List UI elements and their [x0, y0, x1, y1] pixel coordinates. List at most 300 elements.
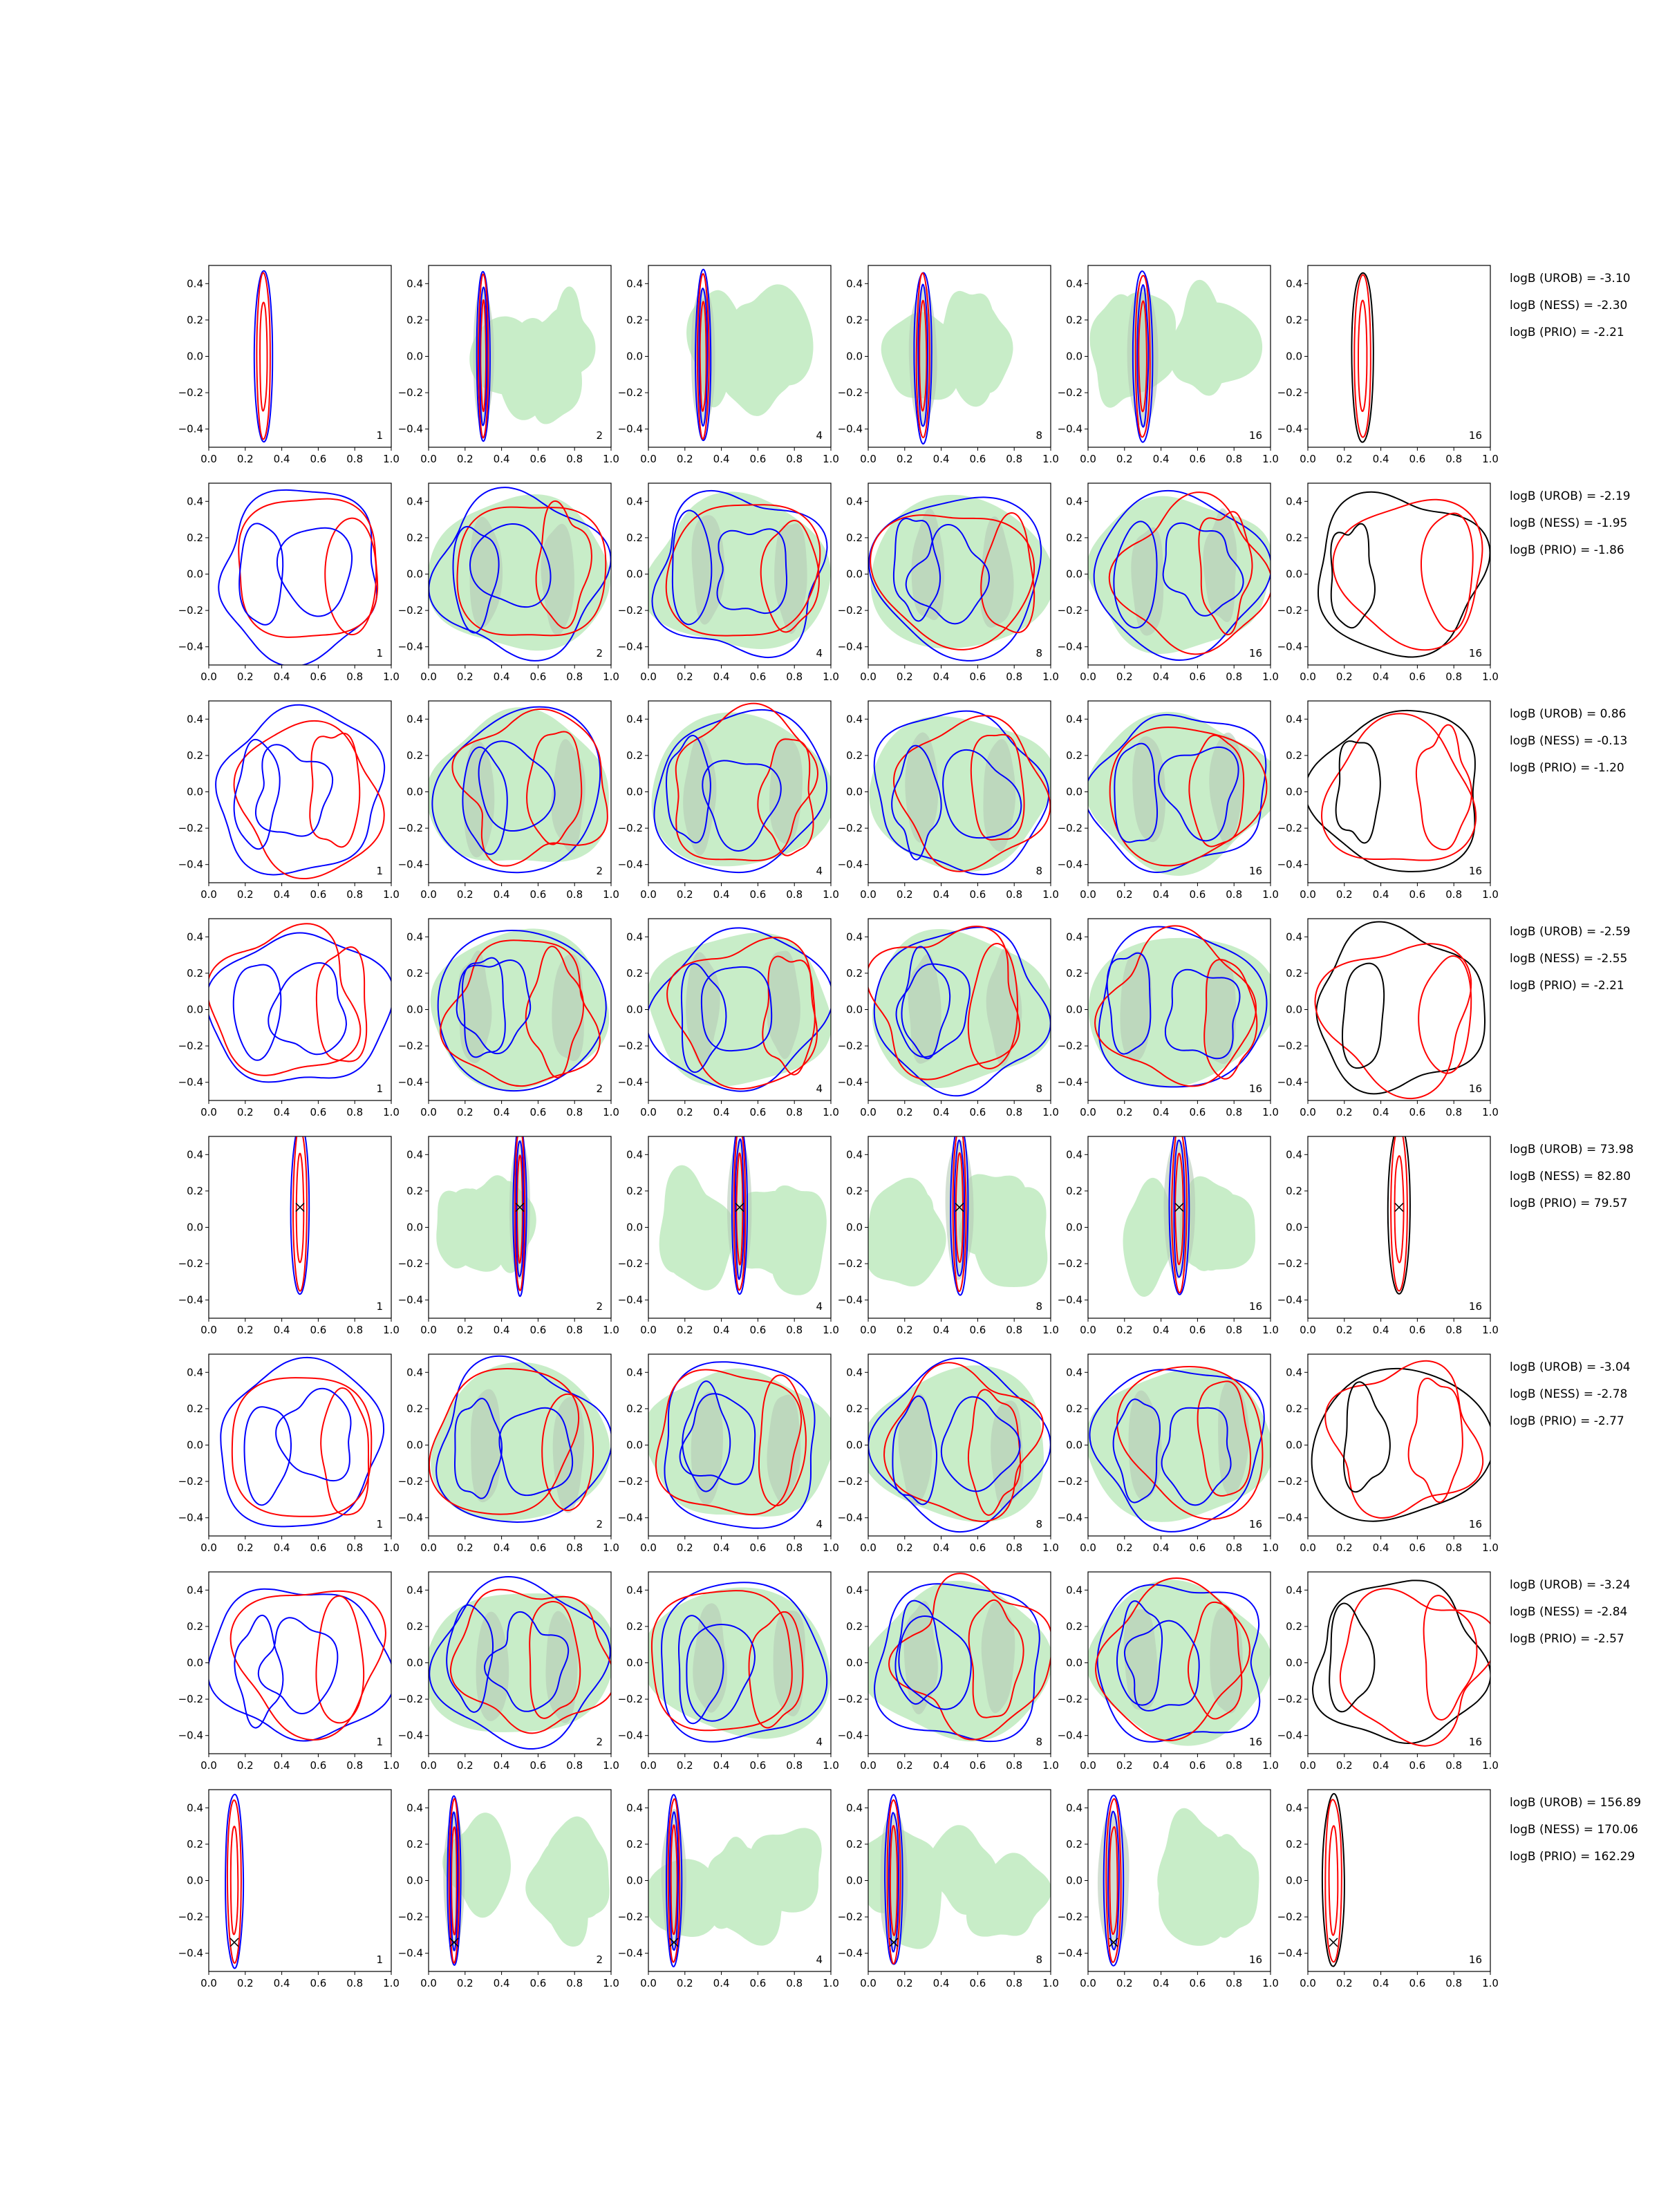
x-tick-label: 0.2 — [236, 671, 254, 683]
x-tick-label: 0.4 — [713, 1324, 730, 1336]
y-tick-label: 0.2 — [1286, 531, 1302, 544]
y-tick-label: −0.4 — [397, 858, 423, 871]
y-tick-label: 0.4 — [1286, 495, 1302, 508]
y-tick-label: 0.4 — [846, 713, 863, 726]
x-tick-label: 1.0 — [603, 1759, 619, 1772]
x-tick-label: 0.4 — [1152, 1541, 1170, 1554]
x-tick-label: 0.8 — [566, 1324, 583, 1336]
y-tick-label: 0.4 — [1066, 1148, 1082, 1161]
subplot-r5-c6 — [1277, 1125, 1499, 1336]
y-tick-label: 0.4 — [846, 1366, 863, 1379]
y-tick-label: −0.2 — [1057, 1693, 1082, 1706]
subplot-r2-c5 — [1058, 483, 1279, 683]
y-tick-label: 0.0 — [1066, 1221, 1082, 1234]
x-tick-label: 0.2 — [1335, 1541, 1353, 1554]
y-tick-label: 0.0 — [187, 1438, 203, 1452]
contour-line — [310, 733, 359, 847]
logb-annotation: logB (NESS) = -2.30 — [1510, 299, 1628, 312]
logb-annotation: logB (PRIO) = -2.57 — [1510, 1632, 1624, 1646]
x-tick-label: 0.8 — [786, 1977, 803, 1989]
y-tick-label: 0.0 — [406, 785, 423, 798]
y-tick-label: −0.2 — [837, 604, 863, 617]
y-tick-label: 0.0 — [1286, 568, 1302, 581]
panel-label: 16 — [1468, 647, 1482, 659]
x-tick-label: 1.0 — [823, 1324, 839, 1336]
x-tick-label: 0.4 — [273, 1106, 290, 1118]
axes-frame — [209, 919, 391, 1100]
x-tick-label: 0.6 — [1409, 888, 1426, 901]
x-tick-label: 0.4 — [493, 1759, 510, 1772]
x-tick-label: 0.8 — [566, 1759, 583, 1772]
x-tick-label: 1.0 — [1262, 1541, 1279, 1554]
y-tick-label: 0.4 — [846, 277, 863, 290]
y-tick-label: 0.2 — [406, 966, 423, 980]
plot-area — [1098, 1795, 1259, 1966]
x-tick-label: 0.8 — [1006, 671, 1023, 683]
y-tick-label: 0.2 — [1066, 966, 1082, 980]
x-tick-label: 0.0 — [860, 1324, 877, 1336]
panel-label: 1 — [376, 1953, 383, 1966]
x-tick-label: 0.8 — [1445, 1324, 1463, 1336]
y-tick-label: −0.2 — [1057, 822, 1082, 835]
x-tick-label: 0.8 — [346, 1106, 364, 1118]
plot-area — [1305, 711, 1476, 872]
panel-label: 4 — [816, 1518, 823, 1530]
x-tick-label: 0.0 — [1300, 888, 1316, 901]
true-value-marker — [296, 1203, 304, 1212]
y-tick-label: 0.4 — [626, 1148, 643, 1161]
x-tick-label: 0.4 — [713, 1759, 730, 1772]
x-tick-label: 1.0 — [1262, 888, 1279, 901]
axes-frame — [1308, 1572, 1490, 1754]
x-tick-label: 0.8 — [786, 888, 803, 901]
y-tick-label: −0.2 — [837, 1040, 863, 1053]
plot-area — [427, 487, 611, 661]
y-tick-label: 0.2 — [406, 313, 423, 326]
x-tick-label: 0.2 — [896, 1541, 913, 1554]
x-tick-label: 0.0 — [860, 1541, 877, 1554]
y-tick-label: 0.0 — [406, 1221, 423, 1234]
x-tick-label: 0.0 — [420, 1106, 437, 1118]
contour-line — [1329, 1826, 1338, 1935]
y-tick-label: −0.4 — [1057, 1729, 1082, 1742]
x-tick-label: 0.0 — [640, 1977, 657, 1989]
panel-label: 16 — [1248, 1953, 1262, 1966]
y-tick-label: 0.4 — [406, 930, 423, 944]
y-tick-label: 0.4 — [187, 1584, 203, 1597]
y-tick-label: −0.2 — [837, 1475, 863, 1488]
x-tick-label: 0.0 — [420, 1324, 437, 1336]
plot-area — [1087, 491, 1272, 660]
plot-area — [1322, 1794, 1344, 1967]
contour-line — [1318, 492, 1490, 657]
panel-label: 2 — [596, 429, 603, 442]
x-tick-label: 0.8 — [566, 671, 583, 683]
y-tick-label: 0.4 — [1066, 277, 1082, 290]
logb-annotation: logB (NESS) = -1.95 — [1510, 516, 1628, 530]
x-tick-label: 0.6 — [310, 1977, 327, 1989]
subplot-r4-c4 — [838, 919, 1059, 1118]
y-tick-label: 0.0 — [406, 1003, 423, 1016]
y-tick-label: 0.0 — [846, 350, 863, 363]
y-tick-label: −0.4 — [837, 1293, 863, 1306]
x-tick-label: 0.6 — [529, 453, 547, 465]
plot-area — [686, 270, 813, 440]
x-tick-label: 1.0 — [383, 888, 400, 901]
contour-line — [321, 1388, 368, 1515]
x-tick-label: 0.0 — [200, 888, 217, 901]
y-tick-label: 0.2 — [626, 313, 643, 326]
y-tick-label: 0.4 — [846, 1148, 863, 1161]
subplot-r2-c3 — [618, 483, 839, 683]
y-tick-label: 0.4 — [187, 713, 203, 726]
logb-annotation: logB (UROB) = -3.04 — [1510, 1360, 1631, 1374]
y-tick-label: 0.4 — [626, 930, 643, 944]
true-value-marker — [1329, 1938, 1338, 1947]
x-tick-label: 0.2 — [1335, 1759, 1353, 1772]
y-tick-label: 0.2 — [1286, 749, 1302, 762]
x-tick-label: 0.6 — [1189, 1759, 1206, 1772]
x-tick-label: 1.0 — [383, 453, 400, 465]
x-tick-label: 0.0 — [200, 1324, 217, 1336]
x-tick-label: 0.0 — [200, 1759, 217, 1772]
y-tick-label: 0.0 — [846, 1003, 863, 1016]
axes-frame — [1308, 483, 1490, 665]
y-tick-label: 0.4 — [846, 930, 863, 944]
true-value-marker — [230, 1938, 238, 1947]
x-tick-label: 0.6 — [749, 1324, 767, 1336]
panel-label: 8 — [1035, 429, 1042, 442]
contour-line — [1358, 301, 1367, 411]
x-tick-label: 0.0 — [640, 1541, 657, 1554]
contour-line — [1344, 1382, 1390, 1492]
x-tick-label: 1.0 — [1262, 1324, 1279, 1336]
x-tick-label: 1.0 — [823, 671, 839, 683]
x-tick-label: 0.4 — [1152, 888, 1170, 901]
x-tick-label: 1.0 — [1042, 1324, 1059, 1336]
contour-line — [218, 490, 377, 666]
x-tick-label: 0.4 — [932, 1759, 950, 1772]
x-tick-label: 0.2 — [896, 1324, 913, 1336]
y-tick-label: 0.4 — [846, 1584, 863, 1597]
contour-line — [227, 1800, 241, 1963]
x-tick-label: 0.6 — [749, 1541, 767, 1554]
x-tick-label: 0.4 — [493, 1324, 510, 1336]
y-tick-label: −0.2 — [1277, 1257, 1302, 1271]
y-tick-label: −0.4 — [1057, 422, 1082, 435]
x-tick-label: 1.0 — [823, 453, 839, 465]
y-tick-label: 0.2 — [1286, 313, 1302, 326]
contour-line — [293, 1127, 307, 1291]
panel-label: 16 — [1468, 429, 1482, 442]
y-tick-label: 0.4 — [626, 1584, 643, 1597]
subplot-r5-c1 — [178, 1124, 400, 1336]
subplot-r4-c2 — [398, 919, 619, 1118]
green-density-region — [1089, 938, 1277, 1088]
x-tick-label: 0.4 — [493, 453, 510, 465]
y-tick-label: −0.2 — [1057, 1040, 1082, 1053]
x-tick-label: 0.4 — [493, 1106, 510, 1118]
x-tick-label: 0.8 — [1445, 888, 1463, 901]
x-tick-label: 1.0 — [1262, 1977, 1279, 1989]
x-tick-label: 0.4 — [1372, 453, 1389, 465]
y-tick-label: 0.2 — [1066, 313, 1082, 326]
y-tick-label: 0.4 — [187, 1801, 203, 1815]
y-tick-label: 0.4 — [626, 1366, 643, 1379]
y-tick-label: −0.2 — [1057, 1475, 1082, 1488]
subplot-r1-c2 — [398, 265, 619, 465]
x-tick-label: 0.2 — [1335, 453, 1353, 465]
plot-area — [431, 928, 610, 1091]
green-density-region — [870, 716, 1056, 872]
panel-label: 16 — [1248, 429, 1262, 442]
y-tick-label: −0.4 — [837, 858, 863, 871]
x-tick-label: 0.4 — [1152, 453, 1170, 465]
gray-density-region — [1210, 1608, 1242, 1714]
y-tick-label: −0.4 — [617, 1947, 643, 1960]
y-tick-label: 0.0 — [406, 1656, 423, 1669]
x-tick-label: 0.2 — [676, 1106, 693, 1118]
panel-label: 4 — [816, 429, 823, 442]
y-tick-label: 0.4 — [626, 1801, 643, 1815]
x-tick-label: 0.8 — [1006, 888, 1023, 901]
y-tick-label: 0.0 — [846, 1438, 863, 1452]
x-tick-label: 0.4 — [932, 1106, 950, 1118]
x-tick-label: 0.2 — [456, 1324, 474, 1336]
x-tick-label: 0.6 — [1409, 671, 1426, 683]
x-tick-label: 0.4 — [273, 1324, 290, 1336]
plot-area — [436, 1122, 536, 1296]
x-tick-label: 0.8 — [566, 1106, 583, 1118]
x-tick-label: 0.8 — [786, 1541, 803, 1554]
x-tick-label: 0.2 — [236, 1324, 254, 1336]
panel-label: 16 — [1468, 1518, 1482, 1530]
y-tick-label: 0.0 — [1066, 785, 1082, 798]
logb-annotation: logB (NESS) = -0.13 — [1510, 734, 1628, 748]
x-tick-label: 0.0 — [1080, 1541, 1096, 1554]
panel-label: 4 — [816, 647, 823, 659]
y-tick-label: −0.2 — [397, 604, 423, 617]
x-tick-label: 0.0 — [860, 1977, 877, 1989]
y-tick-label: 0.0 — [1286, 785, 1302, 798]
x-tick-label: 0.0 — [200, 453, 217, 465]
y-tick-label: 0.0 — [1066, 568, 1082, 581]
x-tick-label: 0.4 — [493, 1977, 510, 1989]
x-tick-label: 0.2 — [1116, 1324, 1133, 1336]
x-tick-label: 0.2 — [676, 888, 693, 901]
x-tick-label: 0.0 — [1080, 671, 1096, 683]
panel-label: 2 — [596, 1736, 603, 1748]
y-tick-label: −0.4 — [837, 422, 863, 435]
x-tick-label: 0.6 — [529, 671, 547, 683]
contour-line — [325, 518, 376, 635]
logb-annotation: logB (NESS) = -2.84 — [1510, 1605, 1628, 1619]
x-tick-label: 0.8 — [1226, 1977, 1243, 1989]
logb-annotation: logB (PRIO) = -1.86 — [1510, 543, 1624, 557]
axes-frame — [209, 265, 391, 447]
y-tick-label: −0.2 — [397, 1475, 423, 1488]
y-tick-label: 0.2 — [846, 1402, 863, 1415]
subplot-r3-c1 — [178, 701, 400, 901]
y-tick-label: −0.4 — [837, 1511, 863, 1524]
y-tick-label: −0.2 — [617, 1257, 643, 1271]
x-tick-label: 0.6 — [1189, 671, 1206, 683]
x-tick-label: 0.0 — [420, 671, 437, 683]
y-tick-label: 0.2 — [626, 1402, 643, 1415]
x-tick-label: 0.2 — [456, 1759, 474, 1772]
x-tick-label: 0.6 — [749, 1759, 767, 1772]
x-tick-label: 0.2 — [1116, 1977, 1133, 1989]
y-tick-label: −0.2 — [1277, 1911, 1302, 1924]
x-tick-label: 0.0 — [1300, 671, 1316, 683]
panel-label: 1 — [376, 1300, 383, 1313]
x-tick-label: 0.6 — [529, 1106, 547, 1118]
y-tick-label: 0.0 — [626, 1221, 643, 1234]
plot-area — [867, 926, 1056, 1096]
logb-annotation: logB (PRIO) = -2.21 — [1510, 979, 1624, 993]
x-tick-label: 1.0 — [1262, 1759, 1279, 1772]
y-tick-label: −0.2 — [1277, 604, 1302, 617]
x-tick-label: 0.2 — [236, 888, 254, 901]
y-tick-label: 0.2 — [1066, 1402, 1082, 1415]
y-tick-label: 0.0 — [846, 568, 863, 581]
x-tick-label: 0.6 — [1409, 1977, 1426, 1989]
x-tick-label: 0.8 — [1006, 1106, 1023, 1118]
y-tick-label: 0.0 — [626, 785, 643, 798]
panel-label: 1 — [376, 1082, 383, 1095]
y-tick-label: −0.4 — [1277, 1511, 1302, 1524]
contour-line — [234, 740, 280, 849]
y-tick-label: 0.0 — [187, 350, 203, 363]
x-tick-label: 0.6 — [1189, 1324, 1206, 1336]
subplot-r3-c4 — [838, 701, 1059, 901]
y-tick-label: 0.0 — [406, 350, 423, 363]
subplot-r6-c1 — [178, 1354, 400, 1554]
x-tick-label: 0.8 — [1226, 1324, 1243, 1336]
subplot-r3-c5 — [1058, 701, 1282, 901]
y-tick-label: −0.4 — [1277, 1076, 1302, 1089]
x-tick-label: 0.0 — [860, 1106, 877, 1118]
y-tick-label: −0.2 — [617, 1475, 643, 1488]
y-tick-label: −0.4 — [397, 1511, 423, 1524]
y-tick-label: −0.2 — [178, 1693, 203, 1706]
true-value-marker — [1395, 1203, 1403, 1212]
x-tick-label: 0.8 — [1445, 671, 1463, 683]
panel-label: 16 — [1468, 1736, 1482, 1748]
x-tick-label: 0.8 — [1006, 1541, 1023, 1554]
x-tick-label: 1.0 — [1262, 671, 1279, 683]
axes-frame — [209, 1572, 391, 1754]
subplot-r7-c3 — [618, 1572, 839, 1772]
x-tick-label: 0.0 — [640, 1759, 657, 1772]
x-tick-label: 0.0 — [200, 1106, 217, 1118]
y-tick-label: −0.2 — [178, 1257, 203, 1271]
x-tick-label: 0.8 — [1226, 671, 1243, 683]
y-tick-label: −0.2 — [1057, 604, 1082, 617]
x-tick-label: 1.0 — [603, 1324, 619, 1336]
x-tick-label: 0.6 — [969, 1106, 986, 1118]
gray-density-region — [471, 1389, 500, 1503]
plot-area — [854, 1794, 1051, 1964]
panel-label: 8 — [1035, 647, 1042, 659]
y-tick-label: −0.2 — [178, 1040, 203, 1053]
contour-line — [234, 721, 384, 879]
panel-label: 16 — [1248, 1082, 1262, 1095]
y-tick-label: −0.2 — [1277, 386, 1302, 400]
y-tick-label: −0.2 — [837, 1693, 863, 1706]
y-tick-label: −0.4 — [178, 640, 203, 653]
x-tick-label: 0.8 — [786, 1759, 803, 1772]
y-tick-label: 0.0 — [1066, 1874, 1082, 1887]
x-tick-label: 0.2 — [896, 671, 913, 683]
y-tick-label: 0.4 — [1066, 495, 1082, 508]
contour-line — [1342, 964, 1384, 1069]
x-tick-label: 0.0 — [420, 1759, 437, 1772]
x-tick-label: 0.2 — [456, 1106, 474, 1118]
panel-label: 16 — [1248, 647, 1262, 659]
subplot-r2-c2 — [398, 483, 619, 683]
x-tick-label: 0.4 — [1152, 671, 1170, 683]
y-tick-label: 0.2 — [187, 1837, 203, 1850]
logb-annotation: logB (NESS) = 170.06 — [1510, 1823, 1638, 1837]
x-tick-label: 0.4 — [713, 453, 730, 465]
plot-area — [429, 1356, 612, 1522]
y-tick-label: −0.4 — [1057, 1947, 1082, 1960]
y-tick-label: −0.2 — [397, 1693, 423, 1706]
x-tick-label: 1.0 — [1042, 453, 1059, 465]
subplot-r6-c3 — [618, 1354, 839, 1554]
x-tick-label: 1.0 — [603, 1106, 619, 1118]
panel-label: 1 — [376, 1518, 383, 1530]
y-tick-label: 0.4 — [1286, 1148, 1302, 1161]
x-tick-label: 0.0 — [200, 1541, 217, 1554]
y-tick-label: −0.2 — [178, 822, 203, 835]
y-tick-label: −0.4 — [1057, 1293, 1082, 1306]
x-tick-label: 0.8 — [1226, 453, 1243, 465]
y-tick-label: −0.4 — [1277, 858, 1302, 871]
y-tick-label: 0.0 — [1286, 1438, 1302, 1452]
panel-label: 4 — [816, 1736, 823, 1748]
x-tick-label: 0.0 — [640, 671, 657, 683]
contour-line — [1354, 275, 1371, 438]
plot-area — [1312, 1361, 1494, 1521]
subplot-r3-c6 — [1277, 701, 1499, 901]
green-density-region — [1087, 1580, 1273, 1745]
subplot-r1-c1 — [178, 265, 400, 465]
y-tick-label: 0.0 — [626, 350, 643, 363]
x-tick-label: 1.0 — [1482, 888, 1499, 901]
plot-area — [1086, 1367, 1273, 1532]
y-tick-label: 0.4 — [187, 277, 203, 290]
y-tick-label: −0.4 — [178, 1076, 203, 1089]
axes-frame — [1308, 919, 1490, 1100]
y-tick-label: 0.2 — [1066, 1184, 1082, 1197]
plot-area — [1123, 1125, 1255, 1297]
contour-line — [1409, 1378, 1463, 1502]
y-tick-label: 0.2 — [846, 749, 863, 762]
x-tick-label: 0.8 — [1445, 1106, 1463, 1118]
y-tick-label: −0.2 — [837, 1257, 863, 1271]
y-tick-label: 0.0 — [846, 785, 863, 798]
gray-density-region — [727, 1140, 751, 1278]
y-tick-label: 0.0 — [187, 785, 203, 798]
y-tick-label: 0.2 — [406, 1620, 423, 1633]
x-tick-label: 1.0 — [383, 671, 400, 683]
panel-label: 1 — [376, 865, 383, 877]
y-tick-label: 0.2 — [626, 531, 643, 544]
plot-area — [254, 271, 272, 442]
contour-line — [1315, 944, 1472, 1098]
